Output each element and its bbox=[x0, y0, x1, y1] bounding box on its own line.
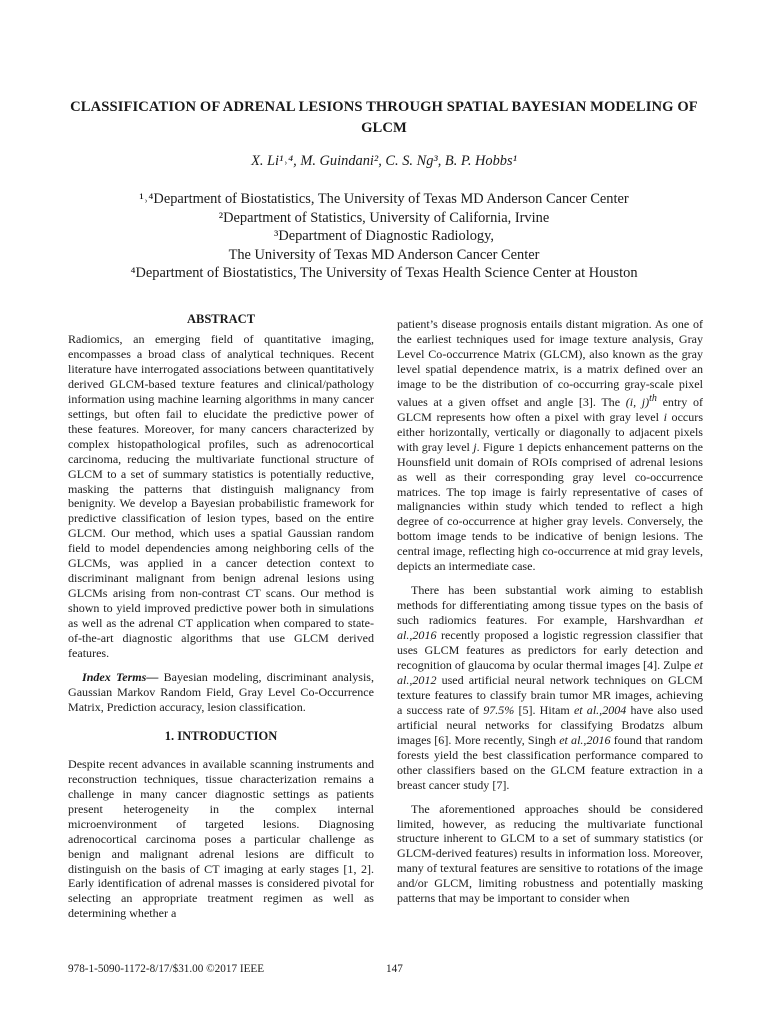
introduction-paragraph: Despite recent advances in available scanning instruments and reconstruction techniques, tissue characterization remains a challenge in many cancer diagnostic settings as patients present heterogeneity in the complex internal microenvironment of targeted lesions. Diagnosing adrenocortical carcinoma poses a particular challenge as benign and malignant adrenal lesions are difficult to distinguish on the basis of CT imaging at early stages [1, 2]. Early identification of adrenal masses is considered pivotal for selecting an appropriate treatment regimen as well as determining whether a bbox=[68, 756, 374, 921]
affiliation-line: ²Department of Statistics, University of California, Irvine bbox=[218, 209, 550, 226]
affiliation-line: ³Department of Diagnostic Radiology, bbox=[274, 228, 494, 245]
index-terms bbox=[68, 670, 374, 715]
citation-italic: et al.,2004 bbox=[573, 702, 627, 717]
math-inline: j bbox=[473, 439, 477, 454]
limitations-paragraph: The aforementioned approaches should be considered limited, however, as reducing the multivariate functional structure inherent to GLCM to a set of summary statistics (or GLCM-derived features) results in information loss. Moreover, many of textural features are sensitive to rotations of the image and/or GLCM, limiting robustness and potentially masking patterns that may be important to consider when bbox=[397, 801, 703, 906]
math-inline: i bbox=[663, 409, 667, 424]
related-work-paragraph bbox=[397, 583, 703, 792]
page-number: 147 bbox=[386, 963, 403, 975]
intro-continued-paragraph bbox=[397, 317, 703, 574]
text-run: occurs either horizontally, vertically or diagonally to adjacent pixels with gray level bbox=[397, 409, 704, 454]
affiliation-line: The University of Texas MD Anderson Cancer Center bbox=[228, 246, 540, 263]
paper-title: CLASSIFICATION OF ADRENAL LESIONS THROUGH SPATIAL BAYESIAN MODELING OF GLCM bbox=[70, 99, 698, 136]
text-run: patient’s disease prognosis entails distant migration. As one of the earliest techniques used for image texture analysis, Gray Level Co-occurrence Matrix (GLCM), also known as the gray level spatial dependence matrix, is a matrix defined over an image to be the distribution of co-occurring gray-scale pixel values at a given offset and angle [3]. The bbox=[397, 317, 703, 409]
math-superscript: th bbox=[649, 392, 657, 404]
abstract-heading: ABSTRACT bbox=[186, 312, 256, 326]
right-column bbox=[397, 317, 703, 906]
index-terms-label: Index Terms— bbox=[82, 669, 159, 684]
authors-line: X. Li¹˒⁴, M. Guindani², C. S. Ng³, B. P. Hobbs¹ bbox=[251, 153, 517, 169]
abstract-text: Radiomics, an emerging field of quantitative imaging, encompasses a broad class of analytical techniques. Recent literature have interrogated associations between quantitatively derived GLCM-based texture features and clinical/pathology information using machine learning algorithms in many cancer settings, but often fail to elucidate the predictive power of these features. Moreover, for many cancers characterized by complex histopathological profiles, such as adrenocortical carcinoma, reducing the multivariate functional structure of GLCM to a set of summary statistics is potentially reductive, masking the patterns that distinguish malignancy from benignity. We develop a Bayesian probabilistic framework for predictive classification of lesion types, based on the entire GLCM. Our method, which uses a spatial Gaussian random field to model dependencies among neighboring cells of the GLCMs, was applied in a cancer detection context to discriminant malignant from benign adrenal lesions using GLCMs arising from non-contrast CT scans. Our method is shown to yield improved predictive power both in simulations as well as the adrenal CT application when compared to state-of-the-art diagnostic algorithms that use GLCM derived features. bbox=[68, 332, 374, 661]
affiliations bbox=[60, 190, 708, 283]
index-terms-text: Bayesian modeling, discriminant analysis, Gaussian Markov Random Field, Gray Level Co-Occurrence Matrix, Prediction accuracy, lesion classification. bbox=[68, 669, 374, 714]
introduction-heading: 1. INTRODUCTION bbox=[164, 728, 278, 743]
text-run: recently proposed a logistic regression classifier that uses GLCM features as predictors for early detection and recognition of glaucoma by ocular thermal images [4]. Zulpe bbox=[397, 628, 703, 672]
citation-italic: et al.,2016 bbox=[559, 732, 611, 747]
text-run: used artificial neural network techniques on GLCM texture features to classify brain tumor MR images, achieving a success rate of bbox=[397, 672, 703, 717]
affiliation-line: ¹˒⁴Department of Biostatistics, The University of Texas MD Anderson Cancer Center bbox=[139, 191, 629, 207]
text-run: [5]. Hitam bbox=[514, 702, 574, 717]
author-list bbox=[60, 152, 708, 170]
copyright-notice: 978-1-5090-1172-8/17/$31.00 ©2017 IEEE bbox=[68, 963, 265, 975]
math-inline: 97.5% bbox=[483, 702, 515, 717]
affiliation-line: ⁴Department of Biostatistics, The University of Texas Health Science Center at Houston bbox=[130, 265, 638, 282]
text-run: have also used artificial neural networks for classifying Brodatzs album images [6]. More recently, Singh bbox=[397, 702, 703, 747]
text-run: entry of GLCM represents how often a pixel with gray level bbox=[397, 394, 704, 424]
text-run: found that random forests yield the best classification performance compared to other classifiers based on the GLCM feature extraction in a breast cancer study [7]. bbox=[397, 732, 703, 792]
math-inline: (i, j) bbox=[625, 394, 650, 409]
citation-italic: et al.,2012 bbox=[397, 657, 703, 687]
left-column bbox=[68, 312, 374, 921]
text-run: . Figure 1 depicts enhancement patterns on the Hounsfield unit domain of ROIs comprised of adrenal lesions as well as their corresponding gray level co-occurrence matrices. The top image is fairly representative of cases of malignancies within study which tended to reflect a high degree of co-occurrence at higher gray levels. Conversely, the bottom image tends to be indicative of benign lesions. The central image, reflecting high co-occurrence at mid gray levels, depicts an intermediate case. bbox=[397, 439, 704, 574]
text-run: There has been substantial work aiming to establish methods for differentiating among tissue types on the basis of such radiomics features. For example, Harshvardhan bbox=[397, 583, 703, 628]
citation-italic: et al.,2016 bbox=[397, 613, 703, 643]
